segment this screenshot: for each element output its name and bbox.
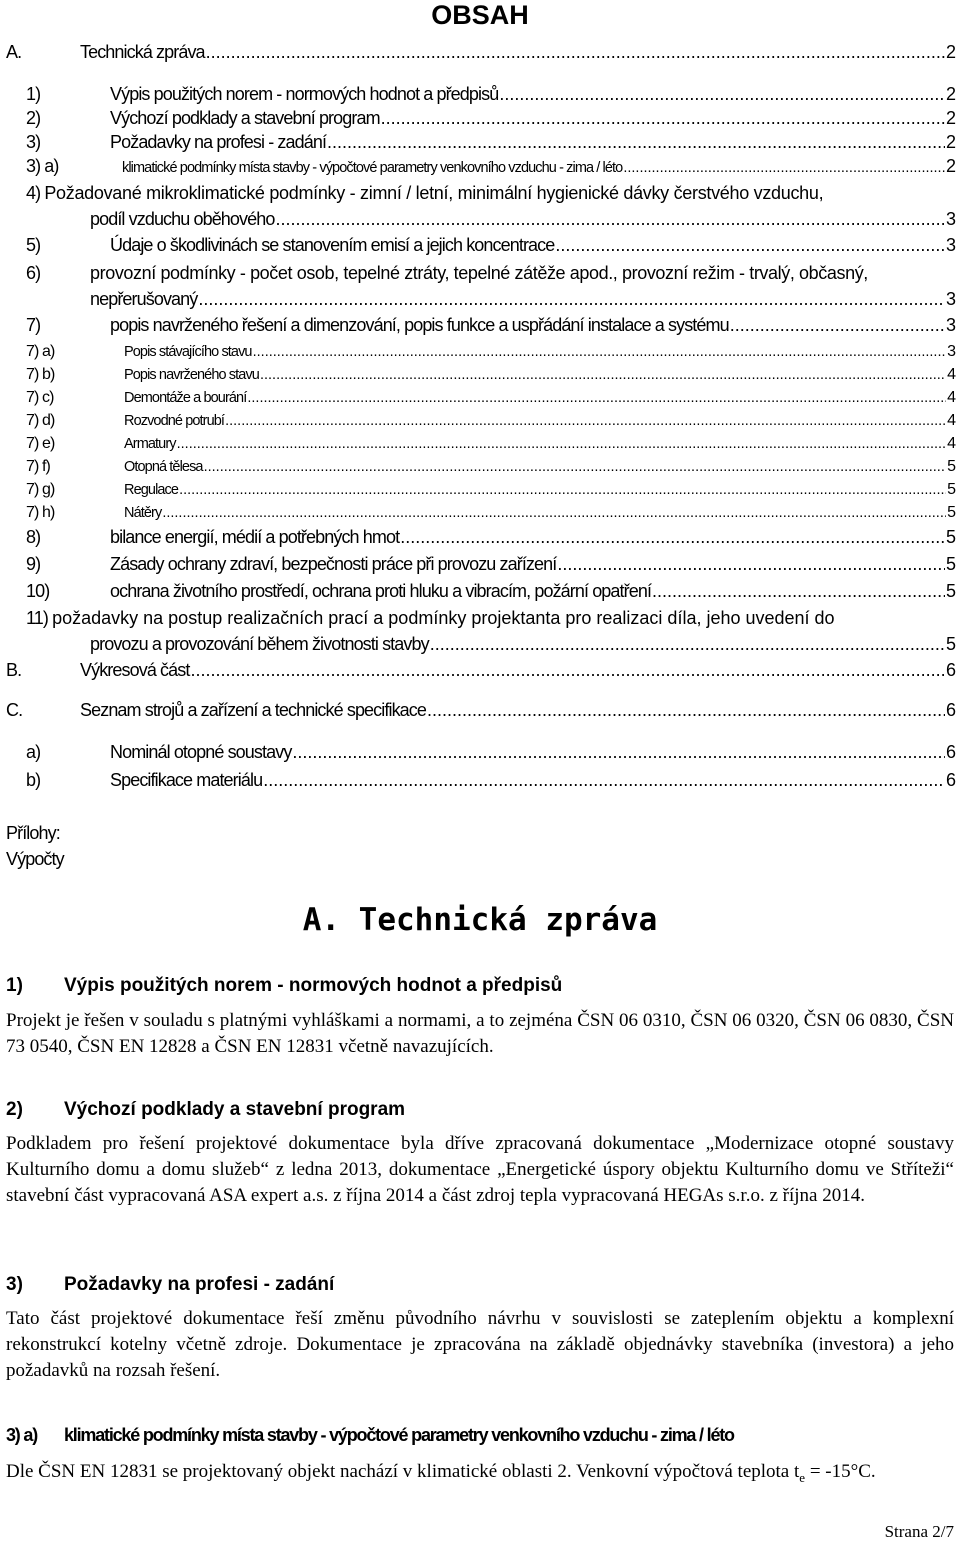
attachments-label: Přílohy:: [6, 823, 60, 843]
toc-leader: [730, 315, 945, 336]
toc-entry-text: Rozvodné potrubí: [124, 413, 225, 429]
paragraph-1: Projekt je řešen v souladu s platnými vyhláškami a normami, a to zejména ČSN 06 0310, ČSN 06 0320, ČSN 06 0830, ČSN 73 0540, ČSN EN 12828 a ČSN EN 12831 včetně navazujících.: [6, 1010, 954, 1057]
toc-entry[interactable]: [6, 263, 956, 315]
toc-entry-page: 6: [945, 770, 956, 790]
toc-entry[interactable]: [6, 84, 956, 108]
toc-leader: [198, 289, 945, 310]
table-of-contents: [6, 42, 956, 798]
toc-leader: [557, 554, 945, 575]
toc-entry-page: 4: [947, 412, 956, 429]
toc-entry-number: 7): [26, 315, 41, 335]
toc-entry-number: 2): [26, 108, 41, 128]
toc-entry[interactable]: [6, 412, 956, 435]
toc-leader: [400, 527, 945, 548]
toc-leader: [177, 436, 946, 452]
toc-entry[interactable]: [6, 660, 956, 700]
toc-title: OBSAH: [431, 0, 529, 30]
section-title: A. Technická zpráva: [302, 902, 658, 938]
toc-entry-text-continued: provozu a provozování během životnosti stavby: [90, 634, 429, 654]
toc-leader: [253, 344, 946, 360]
toc-entry-page: 4: [947, 435, 956, 452]
toc-leader: [292, 742, 945, 763]
toc-leader: [430, 634, 945, 655]
toc-entry[interactable]: [6, 481, 956, 504]
toc-entry[interactable]: [6, 581, 956, 608]
toc-entry-page: 3: [945, 235, 956, 255]
toc-entry-page: 5: [945, 634, 956, 654]
toc-entry[interactable]: [6, 504, 956, 527]
toc-leader: [204, 459, 947, 475]
toc-entry[interactable]: [6, 742, 956, 770]
heading-3: [6, 1274, 334, 1296]
paragraph-3a: [6, 1459, 954, 1491]
toc-entry-page: 2: [945, 156, 956, 176]
toc-entry-number: 7) a): [26, 343, 55, 360]
toc-leader: [499, 84, 945, 105]
toc-entry-text-continued: nepřerušovaný: [90, 289, 198, 309]
attachments: [6, 820, 64, 872]
toc-entry-text: Nátěry: [124, 505, 162, 521]
toc-leader: [275, 209, 945, 230]
toc-entry-text: Výpis použitých norem - normových hodnot a předpisů: [110, 84, 499, 104]
heading-text: Požadavky na profesi - zadání: [64, 1274, 335, 1295]
toc-entry-number: 7) d): [26, 412, 55, 429]
toc-entry-number: 7) e): [26, 435, 55, 452]
toc-entry[interactable]: [6, 156, 956, 183]
toc-entry[interactable]: [6, 366, 956, 389]
heading-number: 2): [6, 1099, 23, 1120]
paragraph-text-end: = -15°C.: [805, 1461, 876, 1482]
toc-entry-text: popis navrženého řešení a dimenzování, popis funkce a uspřádání instalace a systému: [110, 315, 729, 335]
toc-entry-text: Požadované mikroklimatické podmínky - zimní / letní, minimální hygienické dávky čerstvého vzduchu,: [44, 183, 824, 203]
toc-entry-number: 3): [26, 132, 41, 152]
toc-entry-page: 2: [945, 108, 956, 128]
toc-entry-number: 7) c): [26, 389, 54, 406]
toc-entry-number: 6): [26, 263, 41, 283]
toc-entry-text: Demontáže a bourání: [124, 390, 247, 406]
toc-entry-text: Požadavky na profesi - zadání: [110, 132, 327, 152]
toc-entry-page: 3: [945, 315, 956, 335]
heading-text: klimatické podmínky místa stavby - výpočtové parametry venkovního vzduchu - zima / léto: [64, 1425, 734, 1445]
heading-text: Výchozí podklady a stavební program: [64, 1099, 406, 1120]
toc-entry-text: klimatické podmínky místa stavby - výpočtové parametry venkovního vzduchu - zima / léto: [122, 160, 623, 176]
toc-entry-number: 11): [26, 608, 48, 628]
toc-entry-number: 7) b): [26, 366, 55, 383]
toc-entry-text: Specifikace materiálu: [110, 770, 263, 790]
toc-entry[interactable]: [6, 42, 956, 72]
toc-entry-number: 7) f): [26, 458, 50, 475]
toc-leader: [162, 505, 946, 521]
toc-entry-number: 9): [26, 554, 41, 574]
toc-leader: [263, 770, 945, 791]
toc-entry-page: 3: [945, 209, 956, 229]
heading-number: 3) a): [6, 1425, 38, 1445]
toc-entry[interactable]: [6, 608, 956, 660]
toc-leader: [179, 482, 946, 498]
toc-entry-number: 1): [26, 84, 41, 104]
subscript: e: [799, 1469, 806, 1485]
toc-entry-page: 6: [945, 660, 956, 680]
toc-entry-text: Technická zpráva: [80, 42, 205, 62]
toc-entry-number: 7) g): [26, 481, 55, 498]
toc-entry-text: Údaje o škodlivinách se stanovením emisí a jejich koncentrace: [110, 235, 555, 255]
toc-entry-page: 6: [945, 700, 956, 720]
toc-entry-page: 4: [947, 389, 956, 406]
toc-leader: [260, 367, 946, 383]
toc-entry-page: 3: [947, 343, 956, 360]
toc-entry[interactable]: [6, 183, 956, 235]
toc-entry-text: Otopná tělesa: [124, 459, 203, 475]
toc-entry[interactable]: [6, 132, 956, 156]
toc-leader: [327, 132, 945, 153]
toc-entry-number: 3) a): [26, 156, 59, 176]
toc-entry[interactable]: [6, 458, 956, 481]
toc-entry-page: 2: [945, 42, 956, 62]
toc-entry-number: 10): [26, 581, 50, 601]
toc-entry-number: 7) h): [26, 504, 55, 521]
paragraph-3: Tato část projektové dokumentace řeší změnu původního návrhu v souvislosti se zateplením objektu a komplexní rekonstrukcí kotelny včetně zdroje. Dokumentace je zpracována na základě objednávky stavebníka (investora) a jeho požadavků na rozsah řešení.: [6, 1308, 954, 1381]
toc-entry-text: Popis navrženého stavu: [124, 367, 259, 383]
heading-2: [6, 1099, 405, 1121]
toc-entry[interactable]: [6, 235, 956, 263]
toc-entry-text: Výkresová část: [80, 660, 190, 680]
toc-entry-page: 6: [945, 742, 956, 762]
toc-entry-text: ochrana životního prostředí, ochrana proti hluku a vibracím, požární opatření: [110, 581, 652, 601]
toc-entry-number: A.: [6, 42, 22, 62]
toc-entry-page: 3: [945, 289, 956, 309]
toc-entry-text: provozní podmínky - počet osob, tepelné ztráty, tepelné zátěže apod., provozní režim - trvalý, občasný,: [90, 263, 868, 283]
toc-entry-text: požadavky na postup realizačních prací a podmínky projektanta pro realizaci díla, jeho uvedení do: [52, 608, 835, 628]
toc-entry-text: Nominál otopné soustavy: [110, 742, 292, 762]
toc-entry[interactable]: [6, 554, 956, 581]
toc-entry[interactable]: [6, 389, 956, 412]
toc-entry-page: 5: [947, 504, 956, 521]
toc-entry[interactable]: [6, 315, 956, 343]
toc-entry-number: 5): [26, 235, 41, 255]
heading-number: 3): [6, 1274, 23, 1295]
toc-leader: [555, 235, 945, 256]
attachment-item: Výpočty: [6, 849, 64, 869]
toc-leader: [190, 660, 945, 681]
toc-entry-text: Výchozí podklady a stavební program: [110, 108, 380, 128]
toc-entry-page: 5: [945, 581, 956, 601]
heading-1: [6, 975, 562, 997]
heading-3a: [6, 1425, 734, 1446]
toc-entry-page: 2: [945, 84, 956, 104]
toc-entry-number: B.: [6, 660, 22, 680]
toc-leader: [247, 390, 946, 406]
toc-entry-number: a): [26, 742, 41, 762]
toc-entry-text: Popis stávajícího stavu: [124, 344, 252, 360]
toc-entry-number: 4): [26, 183, 41, 203]
toc-entry-text: Zásady ochrany zdraví, bezpečnosti práce při provozu zařízení: [110, 554, 557, 574]
toc-entry[interactable]: [6, 700, 956, 742]
heading-number: 1): [6, 975, 23, 996]
toc-entry-number: 8): [26, 527, 41, 547]
toc-entry-page: 2: [945, 132, 956, 152]
toc-entry[interactable]: [6, 343, 956, 366]
paragraph-text: Dle ČSN EN 12831 se projektovaný objekt nachází v klimatické oblasti 2. Venkovní výpočtová teplota t: [6, 1461, 800, 1482]
toc-entry-page: 5: [945, 527, 956, 547]
toc-leader: [623, 160, 945, 176]
toc-entry-number: b): [26, 770, 41, 790]
toc-entry-text: Regulace: [124, 482, 179, 498]
toc-entry[interactable]: [6, 527, 956, 554]
toc-entry-page: 5: [947, 481, 956, 498]
toc-entry[interactable]: [6, 770, 956, 798]
toc-leader: [427, 700, 945, 721]
toc-leader: [381, 108, 945, 129]
toc-entry-page: 4: [947, 366, 956, 383]
toc-entry-page: 5: [947, 458, 956, 475]
toc-entry[interactable]: [6, 108, 956, 132]
toc-entry-number: C.: [6, 700, 23, 720]
toc-entry-text: Armatury: [124, 436, 176, 452]
toc-entry-text: Seznam strojů a zařízení a technické specifikace: [80, 700, 426, 720]
toc-leader: [206, 42, 945, 63]
heading-text: Výpis použitých norem - normových hodnot a předpisů: [64, 975, 563, 996]
toc-entry-text: bilance energií, médií a potřebných hmot: [110, 527, 400, 547]
paragraph-2: Podkladem pro řešení projektové dokumentace byla dříve zpracovaná dokumentace „Modernizace otopné soustavy Kulturního domu a domu služeb“ z ledna 2013, dokumentace „Energetické úspory objektu Kulturního domu ve Stříteži“ stavební část vypracovaná ASA expert a.s. z října 2014 a část zdroj tepla vypracovaná HEGAs s.r.o. z října 2014.: [6, 1133, 954, 1206]
page-number: Strana 2/7: [884, 1522, 954, 1541]
toc-entry[interactable]: [6, 435, 956, 458]
toc-leader: [652, 581, 945, 602]
toc-leader: [225, 413, 946, 429]
toc-entry-text-continued: podíl vzduchu oběhového: [90, 209, 275, 229]
toc-entry-page: 5: [945, 554, 956, 574]
